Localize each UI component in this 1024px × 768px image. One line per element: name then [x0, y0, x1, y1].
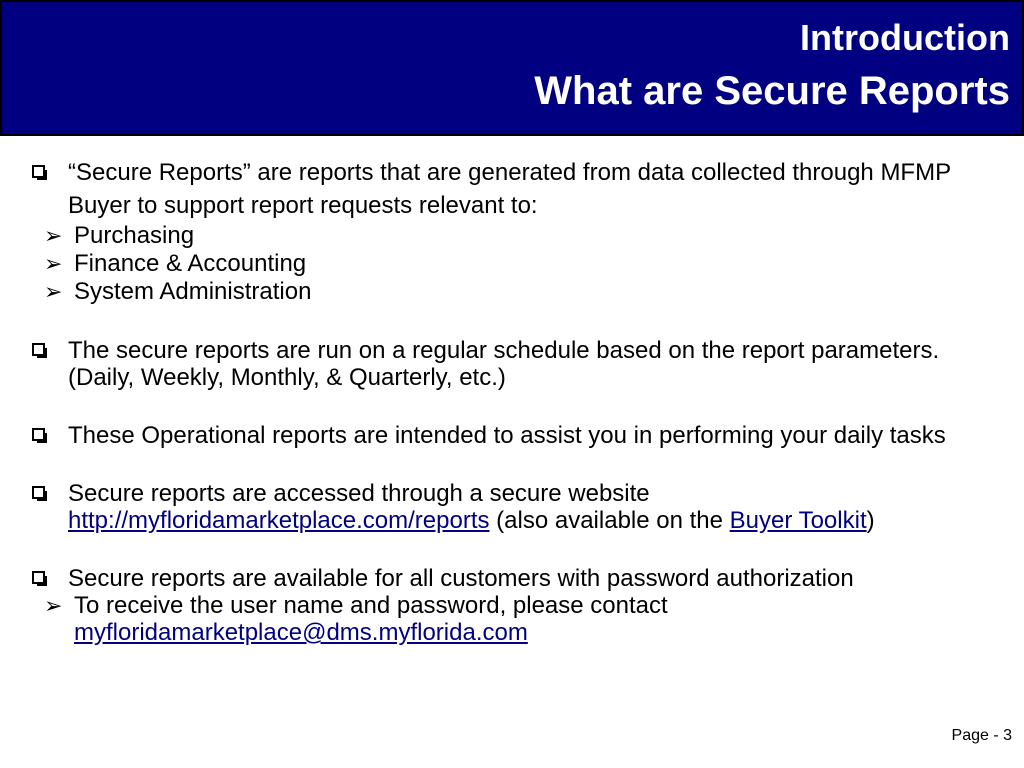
page-number: Page - 3 [951, 727, 1012, 744]
bullet-secure-reports-definition [28, 156, 1003, 222]
buyer-toolkit-link[interactable]: Buyer Toolkit [729, 507, 867, 534]
bullet-text: Secure reports are available for all customers with password authorization [68, 565, 854, 592]
sub-bullet-text: System Administration [74, 278, 312, 305]
sub-bullet-contact [28, 592, 1003, 646]
checkbox-bullet-icon [32, 486, 45, 499]
bullet-operational-reports [28, 422, 1003, 449]
spacer [28, 306, 1003, 337]
checkbox-bullet-icon [32, 165, 45, 178]
spacer [28, 391, 1003, 422]
slide-body [28, 156, 1003, 646]
sub-bullet-finance [28, 250, 1003, 278]
slide-section-title: Introduction [800, 17, 1010, 58]
spacer [28, 449, 1003, 480]
bullet-text: Secure reports are accessed through a secure website [68, 480, 650, 507]
checkbox-bullet-icon [32, 343, 45, 356]
checkbox-bullet-icon [32, 571, 45, 584]
sub-bullet-purchasing [28, 222, 1003, 250]
slide-title: What are Secure Reports [534, 69, 1010, 113]
arrow-bullet-icon: ➢ [44, 593, 63, 618]
arrow-bullet-icon: ➢ [44, 223, 63, 248]
closing-paren: ) [866, 507, 875, 534]
sub-bullet-text: Purchasing [74, 222, 195, 249]
bullet-text: The secure reports are run on a regular schedule based on the report parameters. (Daily, Weekly, Monthly, & Quarterly, etc.) [68, 337, 940, 391]
contact-email-link[interactable]: myfloridamarketplace@dms.myflorida.com [74, 619, 528, 646]
reports-url-link[interactable]: http://myfloridamarketplace.com/reports [68, 507, 490, 534]
bullet-secure-website [28, 480, 1003, 534]
bullet-text: These Operational reports are intended to assist you in performing your daily tasks [68, 422, 946, 449]
arrow-bullet-icon: ➢ [44, 279, 63, 304]
bullet-schedule [28, 337, 1003, 391]
sub-bullet-system-admin [28, 278, 1003, 306]
arrow-bullet-icon: ➢ [44, 251, 63, 276]
bullet-text-continued: (also available on the [489, 507, 730, 534]
sub-bullet-text: Finance & Accounting [74, 250, 307, 277]
title-bar [0, 0, 1024, 136]
spacer [28, 534, 1003, 565]
sub-bullet-text: To receive the user name and password, please contact [74, 592, 668, 619]
checkbox-bullet-icon [32, 428, 45, 441]
bullet-text: “Secure Reports” are reports that are generated from data collected through MFMP Buyer to support report requests relevant to: [68, 159, 951, 219]
bullet-password-authorization [28, 565, 1003, 592]
